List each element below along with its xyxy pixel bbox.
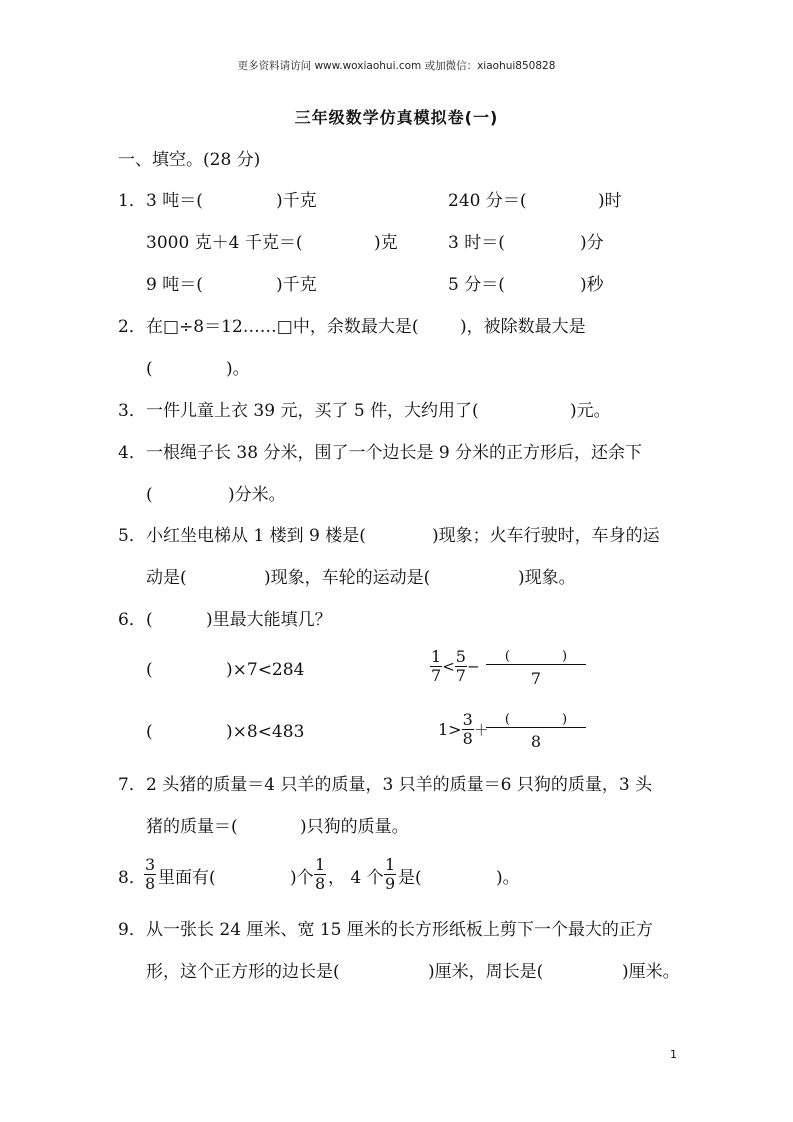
- q2-text: 在□÷8＝12……□中，余数最大是(: [146, 317, 419, 337]
- page-title: 三年级数学仿真模拟卷(一): [294, 108, 499, 127]
- fraction: $\frac{3}{8}$: [145, 855, 156, 893]
- q5-text: )现象。: [518, 568, 576, 588]
- q1-text: 240 分＝(: [448, 191, 527, 211]
- q6-expression: (: [146, 722, 153, 742]
- q1-text: 9 吨＝(: [146, 275, 203, 295]
- question-number: 3．: [118, 401, 146, 421]
- q1-text: )时: [598, 191, 622, 211]
- q7-text: )只狗的质量。: [300, 817, 409, 837]
- q1-text: 3 吨＝(: [146, 191, 203, 211]
- q9-text: 形，这个正方形的边长是(: [146, 962, 340, 982]
- question-number: 8．: [118, 868, 146, 888]
- q5-text: )现象；火车行驶时，车身的运: [432, 526, 660, 546]
- question-number: 1．: [118, 191, 146, 211]
- fraction: $\frac{5}{7}$: [455, 647, 466, 685]
- fraction: $\frac{3}{8}$: [462, 710, 473, 748]
- q3-text: 一件儿童上衣 39 元，买了 5 件，大约用了(: [146, 401, 479, 421]
- q6-text: (: [146, 610, 153, 630]
- q1-text: 3000 克＋4 千克＝(: [146, 233, 303, 253]
- blank-fraction: ( ) 8: [486, 713, 586, 752]
- q1-text: 3 时＝(: [448, 233, 505, 253]
- q5-text: 小红坐电梯从 1 楼到 9 楼是(: [146, 526, 366, 546]
- q8-text: )个: [290, 868, 314, 888]
- q9-text: )厘米。: [622, 962, 680, 982]
- q2-text: (: [146, 359, 153, 379]
- q8-text: )。: [496, 868, 520, 888]
- fraction: $\frac{1}{8}$: [315, 855, 326, 893]
- q8-text: ， 4 个: [328, 868, 384, 888]
- question-number: 5．: [118, 526, 146, 546]
- q1-text: )秒: [580, 275, 604, 295]
- q6-text: )里最大能填几？: [206, 610, 332, 630]
- q4-text: )分米。: [228, 485, 286, 505]
- blank-fraction: ( ) 7: [486, 650, 586, 689]
- q2-text: )。: [226, 359, 250, 379]
- section-heading: 一、填空。(28 分): [118, 150, 261, 170]
- q6-fraction-expression: 1> $\frac{3}{8}$ ＋: [438, 710, 489, 748]
- q6-expression: )×8<483: [226, 722, 305, 742]
- q1-text: )千克: [276, 191, 317, 211]
- q4-text: 一根绳子长 38 分米，围了一个边长是 9 分米的正方形后，还余下: [146, 443, 643, 463]
- q6-expression: )×7<284: [226, 660, 305, 680]
- q1-text: 5 分＝(: [448, 275, 505, 295]
- fraction: $\frac{1}{7}$: [431, 647, 442, 685]
- question-number: 4．: [118, 443, 146, 463]
- q4-text: (: [146, 485, 153, 505]
- q9-text: 从一张长 24 厘米、宽 15 厘米的长方形纸板上剪下一个最大的正方: [146, 920, 653, 940]
- q2-text: )，被除数最大是: [460, 317, 586, 337]
- question-number: 9．: [118, 920, 146, 940]
- fraction: $\frac{1}{9}$: [385, 855, 396, 893]
- q6-fraction-expression: $\frac{1}{7}$ < $\frac{5}{7}$ −: [431, 647, 480, 685]
- q5-text: )现象，车轮的运动是(: [264, 568, 431, 588]
- page-header: 更多资料请访问 www.woxiaohui.com 或加微信：xiaohui850828: [237, 60, 556, 72]
- q1-text: )分: [580, 233, 604, 253]
- q7-text: 2 头猪的质量＝4 只羊的质量，3 只羊的质量＝6 只狗的质量，3 头: [146, 775, 653, 795]
- q9-text: )厘米，周长是(: [428, 962, 544, 982]
- q7-text: 猪的质量＝(: [146, 817, 238, 837]
- q3-text: )元。: [570, 401, 611, 421]
- page-number: 1: [670, 1048, 677, 1061]
- q1-text: )克: [374, 233, 398, 253]
- question-number: 7．: [118, 775, 146, 795]
- q6-expression: (: [146, 660, 153, 680]
- q8-text: 是(: [398, 868, 422, 888]
- q1-text: )千克: [276, 275, 317, 295]
- q8-text: 里面有(: [158, 868, 216, 888]
- question-number: 2．: [118, 317, 146, 337]
- q5-text: 动是(: [146, 568, 187, 588]
- question-number: 6．: [118, 610, 146, 630]
